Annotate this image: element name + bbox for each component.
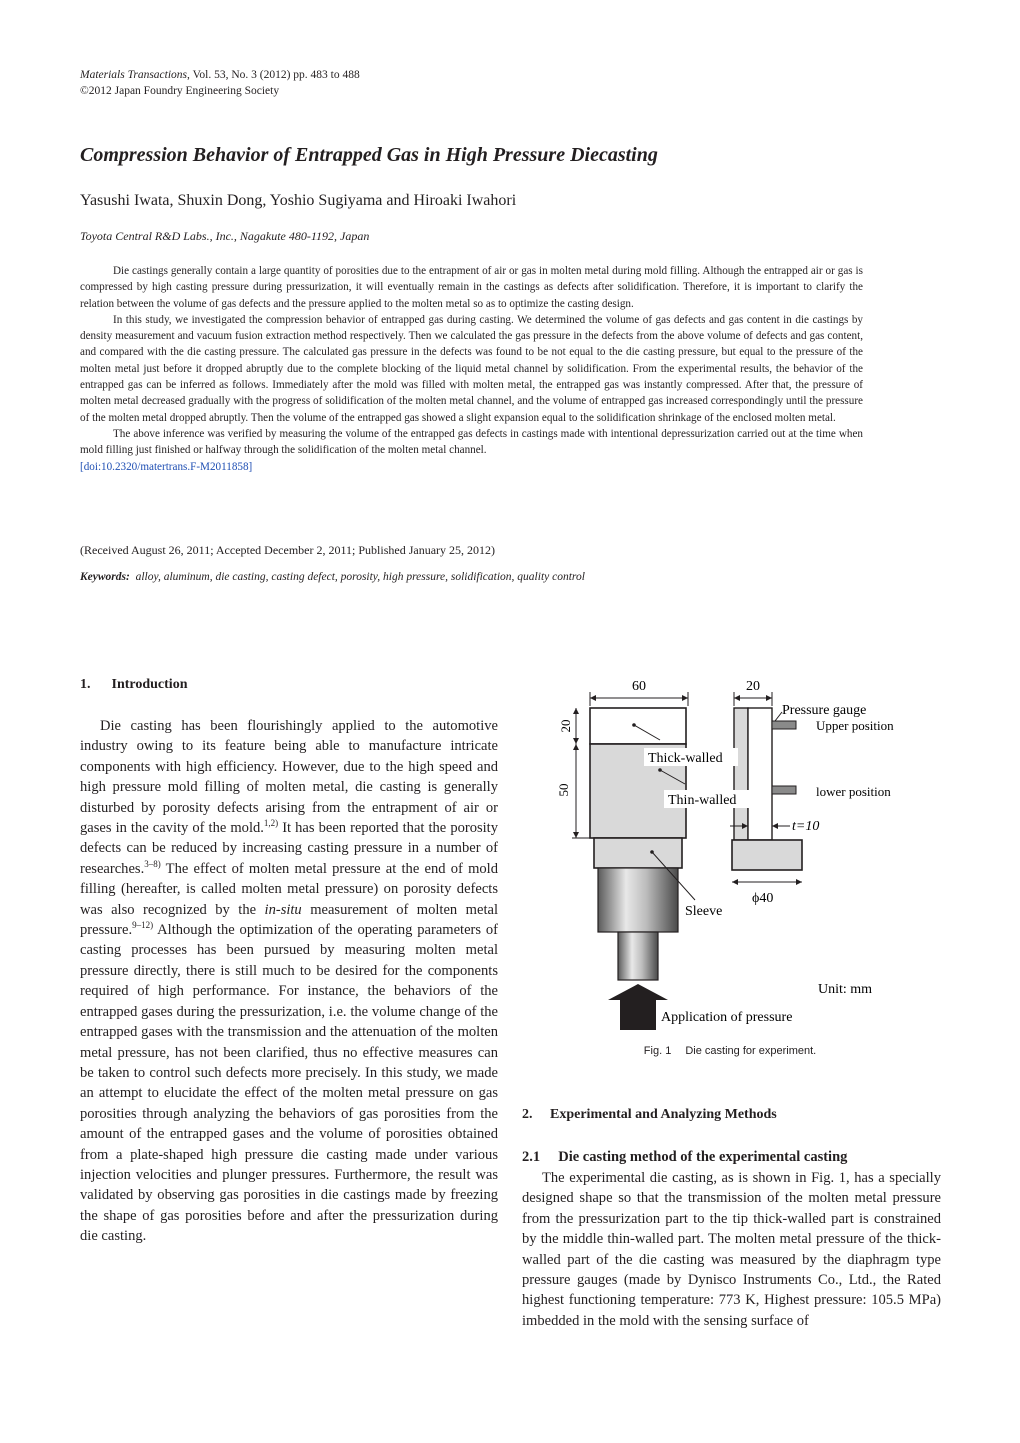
thick-walled-label: Thick-walled: [648, 751, 723, 766]
abstract-paragraph-1: Die castings generally contain a large quantity of porosities due to the entrapment of air or gas in molten metal during mold filling. Although the entrapped air or gas is compressed by high casting pressure during pressurization, it will eventually remain in the castings as defects after solidification. Therefore, it is important to clarify the relation between the volume of gas defects and the pressure applied to the molten metal so as to optimize the casting design.: [80, 265, 863, 310]
thin-walled-label: Thin-walled: [668, 793, 737, 808]
upper-position-label: Upper position: [816, 718, 894, 733]
abstract-paragraph-3: The above inference was verified by measuring the volume of the entrapped gas defects in castings made with intentional depressurization carried out at the time when mold filling just finished or halfway through the solidification of the molten metal channel.: [80, 427, 863, 457]
dim-20-side-label: 20: [558, 719, 573, 733]
journal-citation: [80, 67, 360, 99]
thickness-label: t=10: [792, 819, 820, 834]
sleeve-label: Sleeve: [685, 904, 723, 919]
doi-link[interactable]: [doi:10.2320/matertrans.F-M2011858]: [80, 460, 253, 473]
received-dates: (Received August 26, 2011; Accepted December 2, 2011; Published January 25, 2012): [80, 543, 496, 557]
paper-authors: Yasushi Iwata, Shuxin Dong, Yoshio Sugiyama and Hiroaki Iwahori: [80, 192, 517, 209]
dim-60-label: 60: [632, 679, 646, 694]
dim-50-label: 50: [556, 783, 571, 797]
abstract-paragraph-2: In this study, we investigated the compression behavior of entrapped gas during casting. We determined the volume of gas defects and gas content in die castings by density measurement and vacuum fusion extraction method respectively. Then we calculated the gas pressure in the defects from the above volume of defects and gas content, and compared with the die casting pressure. The calculated gas pressure in the defects was found to be not equal to the die casting pressure, but equal to the pressure of the molten metal just before it dropped abruptly due to the complete blocking of the liquid metal channel by solidification. From the experimental results, the behavior of the entrapped gas can be inferred as follows. Immediately after the mold was filled with molten metal, the entrapped gas was instantly compressed. After that, the pressure of molten metal decreased gradually with the progress of solidification of the molten metal channel, and the volume of entrapped gas increased correspondingly until the pressure of the molten metal dropped abruptly. Then the volume of the entrapped gas showed a slight expansion equal to the solidification shrinkage of the enclosed molten metal.: [80, 313, 863, 424]
citation-ref: 1,2): [263, 818, 279, 829]
keywords-label: Keywords:: [80, 571, 130, 583]
section-1-heading: 1. Introduction: [80, 677, 188, 692]
unit-label: Unit: mm: [818, 982, 873, 997]
lower-position-label: lower position: [816, 784, 891, 799]
die-casting-diagram: [520, 670, 940, 1040]
figure-1-caption: Fig. 1 Die casting for experiment.: [643, 1045, 817, 1057]
paper-affiliation: Toyota Central R&D Labs., Inc., Nagakute 480-1192, Japan: [80, 229, 370, 243]
application-of-pressure-label: Application of pressure: [661, 1010, 793, 1025]
section-2-1-paragraph: The experimental die casting, as is shown in Fig. 1, has a specially designed shape so that the transmission of the molten metal pressure from the pressurization part to the tip thick-walled part is constrained by the middle thin-walled part. The molten metal pressure of the thick-walled part of the die casting was measured by the diaphragm type pressure gauges (made by Dynisco Instruments Co., Ltd., the Rated highest functioning temperature: 773 K, Highest pressure: 105.5 MPa) imbedded in the mold with the sensing surface of: [522, 1170, 941, 1329]
keywords-list: alloy, aluminum, die casting, casting defect, porosity, high pressure, solidification, quality control: [135, 571, 585, 583]
diameter-label: ϕ40: [752, 891, 774, 906]
intro-body: [80, 716, 498, 1247]
copyright: ©2012 Japan Foundry Engineering Society: [80, 85, 280, 97]
journal-volume: , Vol. 53, No. 3 (2012) pp. 483 to 488: [187, 69, 360, 81]
section-2-1-body: [522, 1168, 941, 1331]
intro-paragraph: Die casting has been flourishingly applied to the automotive industry owing to its feature being able to manufacture intricate components with high efficiency. However, due to the high speed and high pressure mold filling of molten metal, die casting is generally disturbed by porosity defects arising from the entrapment of air or gases in the cavity of the mold.$^{1,2)}$ It has been reported that the porosity defects can be reduced by increasing casting pressure in a number of researches.$^{3-8)}$ The effect of molten metal pressure at the end of mold filling (hereafter, is called molten metal pressure) on porosity defects was also recognized by the in-situ measurement of molten metal pressure.$^{9-12)}$ Although the optimization of the operating parameters of casting processes has been pursued by measuring molten metal pressure directly, there is still much to be desired for the components required of high performance. For instance, the behaviors of the entrapped gases during the pressurization, i.e. the volume change of the entrapped gases with the transmission and the attenuation of the molten metal pressure, has not been clarified, thus no effective measures can be taken to control such defects more precisely. In this study, we made an attempt to elucidate the effect of the molten metal pressure on gas porosities through analyzing the behaviors of gas porosities from the amount of the entrapped gases and the volume of porosities obtained from a plate-shaped high pressure die casting made under various injection velocities and plunger pressures. Furthermore, the result was validated by observing gas porosities in die castings made by freezing the shape of gas porosities before and after the pressurization during die casting.: [80, 718, 499, 1245]
paper-title: Compression Behavior of Entrapped Gas in High Pressure Diecasting: [80, 144, 658, 166]
pressure-gauge-label: Pressure gauge: [782, 703, 867, 718]
keywords: [80, 571, 585, 583]
section-2-1-heading: 2.1 Die casting method of the experimental casting: [522, 1149, 848, 1165]
journal-name: Materials Transactions: [80, 69, 188, 81]
abstract: [80, 263, 863, 475]
section-2-heading: 2. Experimental and Analyzing Methods: [522, 1107, 777, 1122]
citation-ref: 3–8): [144, 859, 161, 869]
citation-ref: 9–12): [132, 920, 154, 931]
figure-1: [520, 670, 940, 1040]
dim-20-top-label: 20: [746, 679, 760, 694]
